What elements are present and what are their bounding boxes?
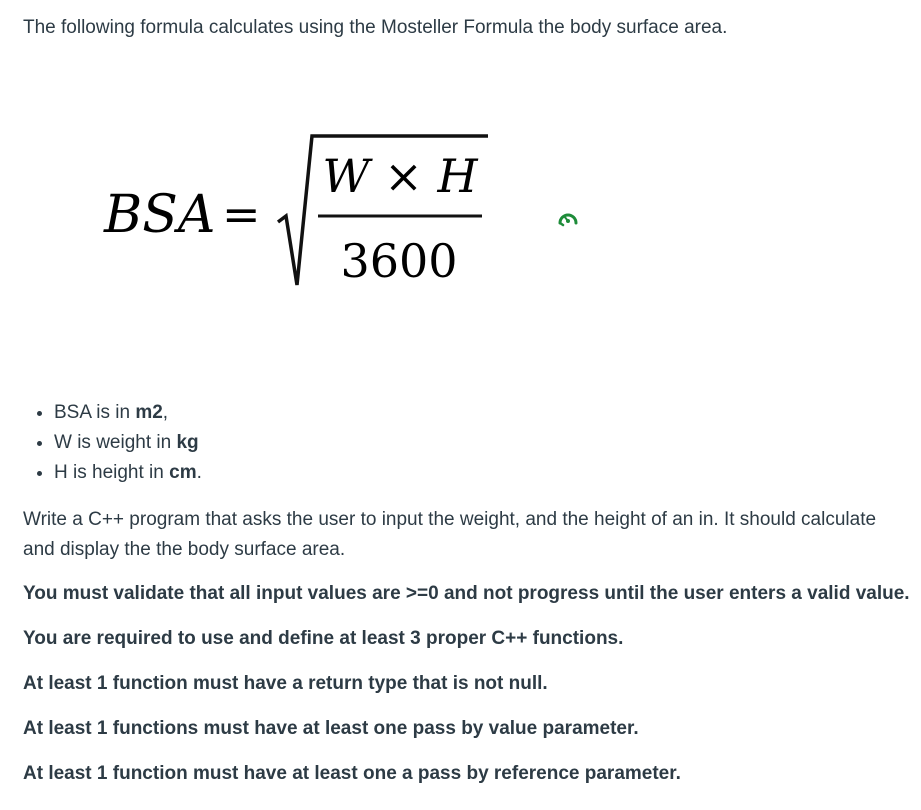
requirement-return-type: At least 1 function must have a return type that is not null. xyxy=(23,673,548,694)
requirement-pass-by-value: At least 1 functions must have at least one pass by value parameter. xyxy=(23,718,639,739)
formula-equals: = xyxy=(222,187,261,241)
loading-spinner-icon xyxy=(557,209,579,227)
formula-lhs: BSA xyxy=(104,185,216,245)
program-description: Write a C++ program that asks the user to input the weight, and the height of an in. It should calculate and display the the body surface area. xyxy=(23,509,877,560)
requirement-validation: You must validate that all input values are >=0 and not progress until the user enters a valid value. xyxy=(23,583,910,604)
intro-text: The following formula calculates using the Mosteller Formula the body surface area. xyxy=(23,17,728,38)
unit-definitions-list xyxy=(24,398,202,488)
list-item: • W is weight in kg xyxy=(54,428,202,458)
list-item: • H is height in cm. xyxy=(54,458,202,488)
formula-numerator: W × H xyxy=(322,149,478,203)
formula-denominator: 3600 xyxy=(340,234,458,288)
formula-graphic xyxy=(100,130,500,290)
requirement-pass-by-reference: At least 1 function must have at least one a pass by reference parameter. xyxy=(23,763,681,784)
list-item: • BSA is in m2, xyxy=(54,398,202,428)
mosteller-formula xyxy=(100,130,500,290)
requirement-functions: You are required to use and define at least 3 proper C++ functions. xyxy=(23,628,624,649)
